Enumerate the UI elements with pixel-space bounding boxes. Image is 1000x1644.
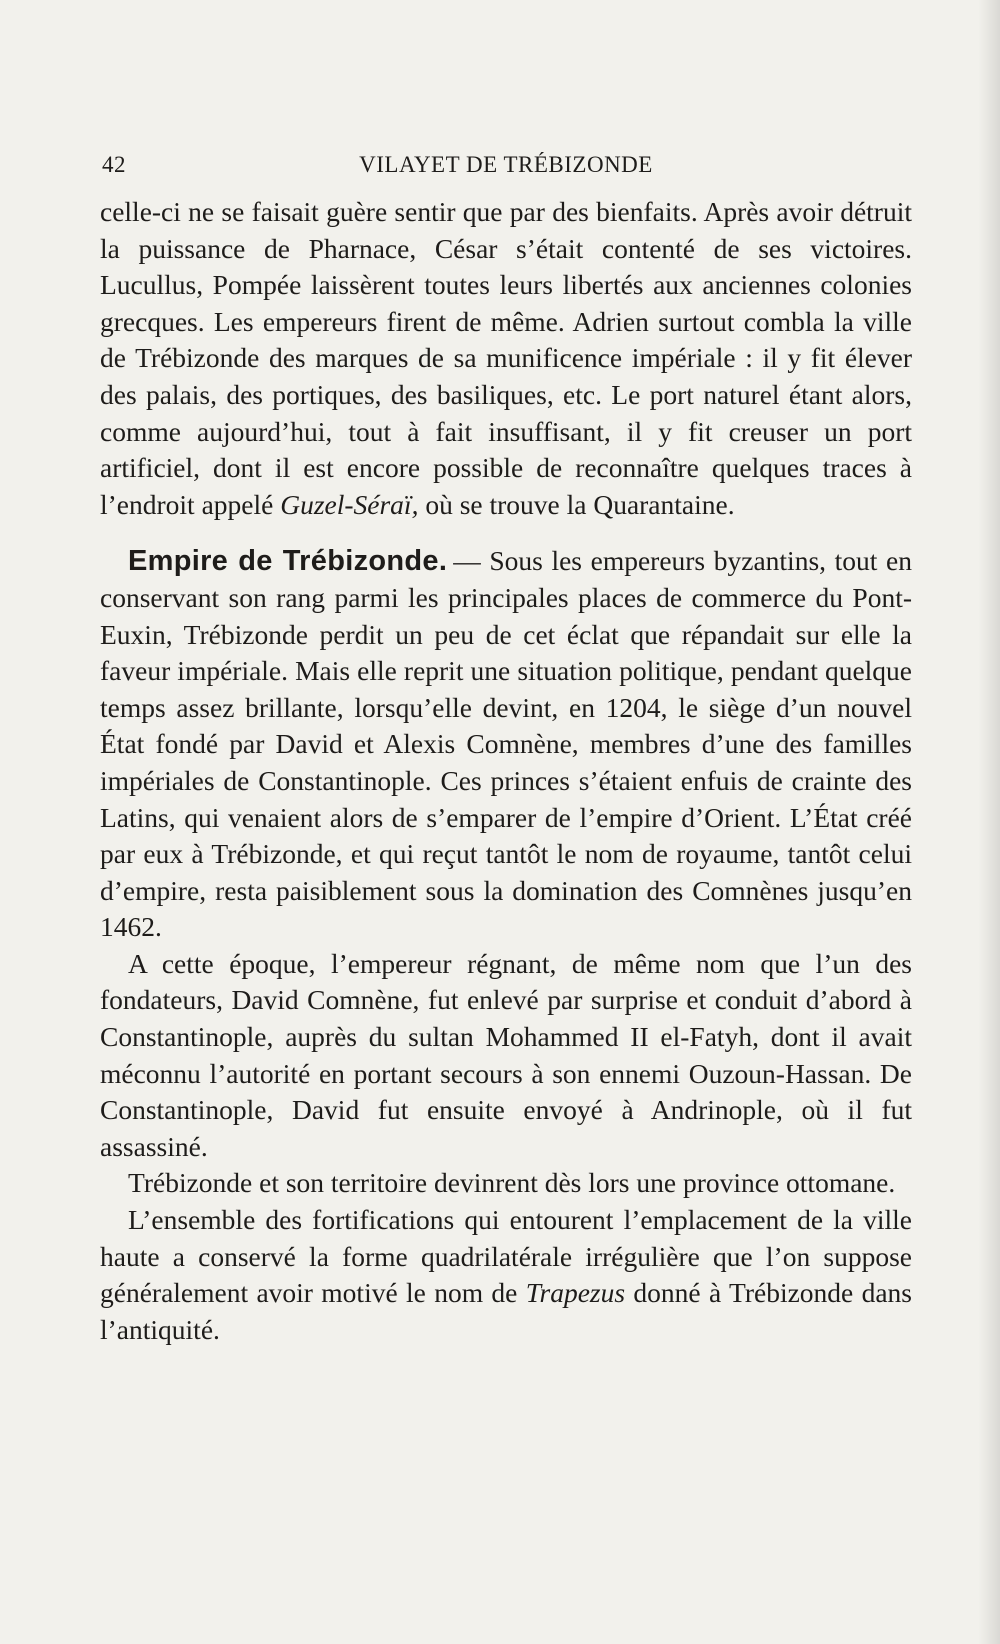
page-header (102, 148, 910, 182)
paragraph-text: où se trouve la Quarantaine. (418, 488, 735, 520)
section-paragraph (100, 543, 912, 946)
scan-edge-shadow (978, 0, 1000, 1644)
body-text (100, 194, 912, 1348)
paragraph-text: celle-ci ne se faisait guère sentir que par des bienfaits. Après avoir détruit la puissance de Pharnace, César s’était contenté de ses victoires. Lucullus, Pompée laissèrent toutes leurs libertés aux anciennes colonies grecques. Les empereurs firent de même. Adrien surtout combla la ville de Trébizonde des marques de sa munificence impériale : il y fit élever des palais, des portiques, des basiliques, etc. Le port naturel étant alors, comme aujourd’hui, tout à fait insuffisant, il y fit creuser un port artificiel, dont il est encore possible de reconnaître quelques traces à l’endroit appelé (100, 196, 912, 520)
page-number: 42 (102, 152, 126, 177)
paragraph-text: Sous les empereurs byzantins, tout en conservant son rang parmi les principales places de commerce du Pont-Euxin, Trébizonde perdit un peu de cet éclat que répandait sur elle la faveur impériale. Mais elle reprit une situation politique, pendant quelque temps assez brillante, lorsqu’elle devint, en 1204, le siège d’un nouvel État fondé par David et Alexis Comnène, membres d’une des familles impériales de Constantinople. Ces princes s’étaient enfuis de crainte des Latins, qui venaient alors de s’emparer de l’empire d’Orient. L’État créé par eux à Trébizonde, et qui reçut tantôt le nom de royaume, tantôt celui d’empire, resta paisiblement sous la domination des Comnènes jusqu’en 1462. (100, 545, 913, 943)
paragraph-continuation (100, 194, 912, 523)
paragraph (100, 1165, 912, 1202)
paragraph (100, 1202, 912, 1348)
paragraph-text: L’ensemble des fortifications qui entourent l’emplacement de la ville haute a conservé la forme quadrilatérale irrégulière que l’on suppose généralement avoir motivé le nom de (100, 1204, 912, 1309)
running-title: VILAYET DE TRÉBIZONDE (359, 152, 653, 177)
italic-place-name: Guzel-Séraï, (280, 488, 419, 520)
paragraph (100, 946, 912, 1166)
paragraph-text: A cette époque, l’empereur régnant, de même nom que l’un des fondateurs, David Comnène, fut enlevé par surprise et conduit d’abord à Constantinople, auprès du sultan Mohammed II el-Fatyh, dont il avait méconnu l’autorité en portant secours à son ennemi Ouzoun-Hassan. De Constantinople, David fut ensuite envoyé à Andrinople, où il fut assassiné. (100, 947, 912, 1162)
paragraph-text: donné à Trébizonde dans l’antiquité. (100, 1277, 912, 1345)
section-heading: Empire de Trébizonde. (128, 545, 448, 578)
italic-latin-name: Trapezus (525, 1277, 626, 1309)
paragraph-text: Trébizonde et son territoire devinrent dès lors une province ottomane. (128, 1167, 896, 1199)
section-dash: — (453, 545, 481, 577)
